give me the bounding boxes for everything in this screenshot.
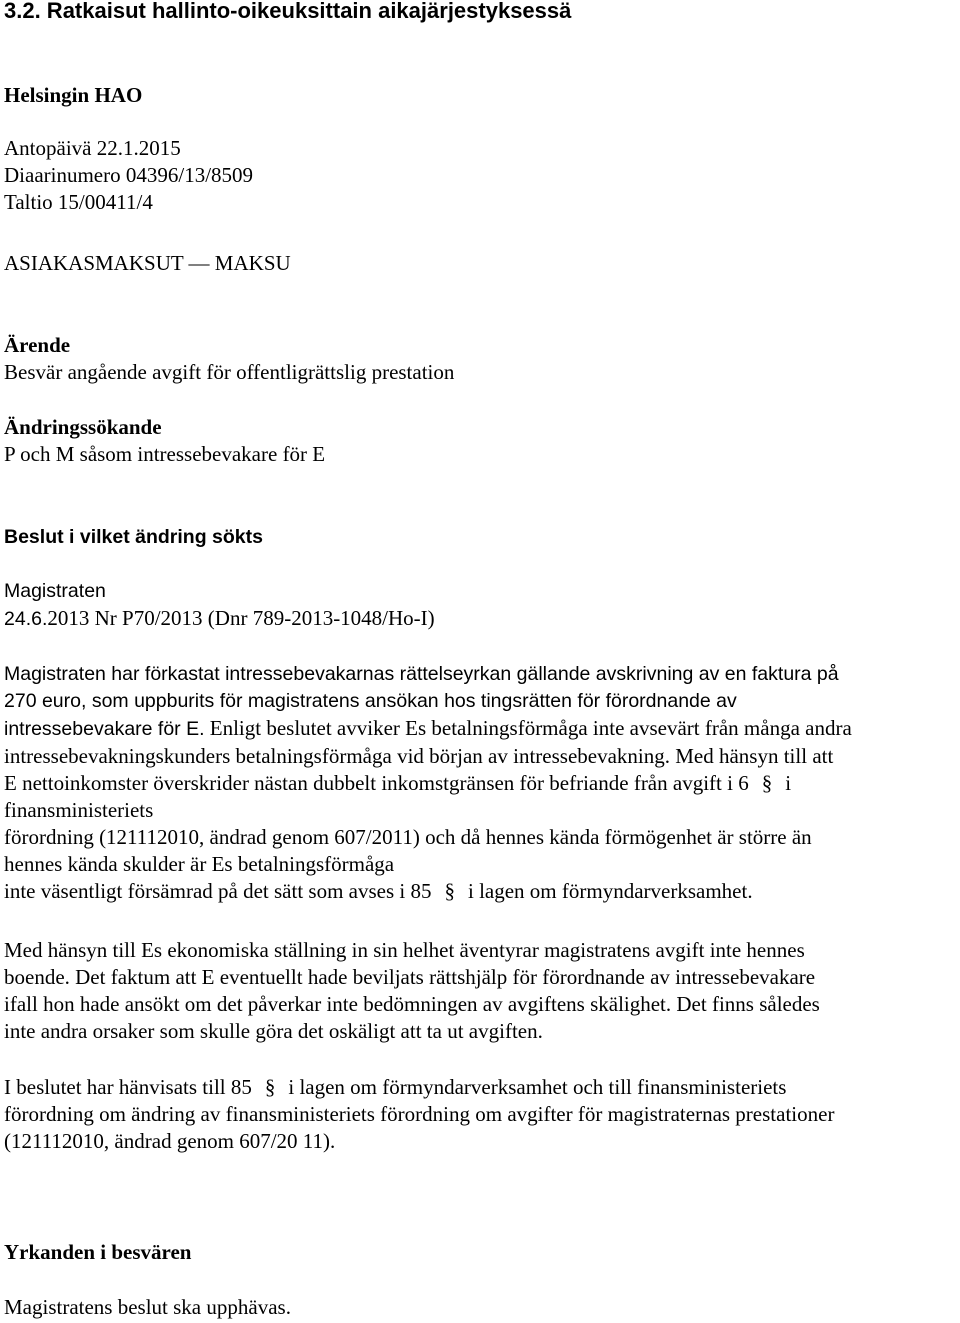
decision-ref-rest: 2013 Nr P70/2013 (Dnr 789-2013-1048/Ho-I) (47, 606, 435, 630)
para2-line: Med hänsyn till Es ekonomiska ställning in sin helhet äventyrar magistratens avgift inte hennes (4, 938, 805, 962)
decision-date: Antopäivä 22.1.2015 (4, 136, 181, 160)
para1-line: i (785, 771, 792, 795)
appellant-block (4, 414, 956, 468)
para1-line: E nettoinkomster överskrider nästan dubbelt inkomstgränsen för befriande från avgift i 6 (4, 771, 749, 795)
diary-number: Diaarinumero 04396/13/8509 (4, 163, 254, 187)
para1-line: intressebevakningskunders betalningsförmåga vid början av intressebevakning. Med hänsyn till att (4, 744, 834, 768)
section-title: 3.2. Ratkaisut hallinto-oikeuksittain aikajärjestyksessä (4, 0, 572, 23)
para1-line: hennes kända skulder är Es betalningsförmåga (4, 852, 395, 876)
decision-ref-date: 24.6. (4, 608, 48, 630)
matter-label: Ärende (4, 333, 71, 357)
decision-authority: Magistraten (4, 580, 106, 602)
para2-line: boende. Det faktum att E eventuellt hade beviljats rättshjälp för förordnande av intressebevakare (4, 965, 816, 989)
para3-line: I beslutet har hänvisats till 85 (4, 1075, 252, 1099)
claims-text: Magistratens beslut ska upphävas. (4, 1295, 291, 1319)
decision-reference (4, 605, 956, 633)
para2-line: inte andra orsaker som skulle göra det oskäligt att ta ut avgiften. (4, 1019, 543, 1043)
paragraph-1 (4, 661, 956, 905)
para3-line: (121112010, ändrad genom 607/20 11). (4, 1129, 336, 1153)
para3-line: förordning om ändring av finansministeriets förordning om avgifter för magistraternas prestationer (4, 1102, 835, 1126)
decision-ref-block (4, 578, 956, 633)
section-sign: § (761, 771, 773, 795)
record-number: Taltio 15/00411/4 (4, 190, 153, 214)
matter-text: Besvär angående avgift för offentligrättslig prestation (4, 360, 455, 384)
claims-label: Yrkanden i besvären (4, 1240, 192, 1264)
para1-line: inte väsentligt försämrad på det sätt som avses i 85 (4, 879, 432, 903)
para1-line: intressebevakare för E. (4, 718, 205, 740)
section-sign: § (444, 879, 455, 903)
case-meta (4, 135, 956, 216)
appellant-text: P och M såsom intressebevakare för E (4, 442, 326, 466)
para1-line: finansministeriets (4, 798, 154, 822)
keywords: ASIAKASMAKSUT — MAKSU (4, 251, 291, 275)
appellant-label: Ändringssökande (4, 415, 162, 439)
para1-line: i lagen om förmyndarverksamhet. (468, 879, 753, 903)
para1-line: Magistraten har förkastat intressebevakarnas rättelseyrkan gällande avskrivning av en faktura på (4, 663, 839, 685)
paragraph-2 (4, 937, 956, 1045)
para1-line: Enligt beslutet avviker Es betalningsförmåga inte avsevärt från många andra (204, 716, 852, 740)
paragraph-3 (4, 1074, 956, 1155)
para1-line: förordning (121112010, ändrad genom 607/2011) och då hennes kända förmögenhet är större än (4, 825, 812, 849)
para3-line: i lagen om förmyndarverksamhet och till finansministeriets (288, 1075, 787, 1099)
decision-label: Beslut i vilket ändring sökts (4, 526, 263, 548)
para2-line: ifall hon hade ansökt om det påverkar inte bedömningen av avgiftens skälighet. Det finns således (4, 992, 820, 1016)
para1-line: 270 euro, som uppburits för magistratens ansökan hos tingsrätten för förordnande av (4, 690, 737, 712)
court-name: Helsingin HAO (4, 83, 143, 107)
section-sign: § (264, 1075, 276, 1099)
matter-block (4, 332, 956, 386)
